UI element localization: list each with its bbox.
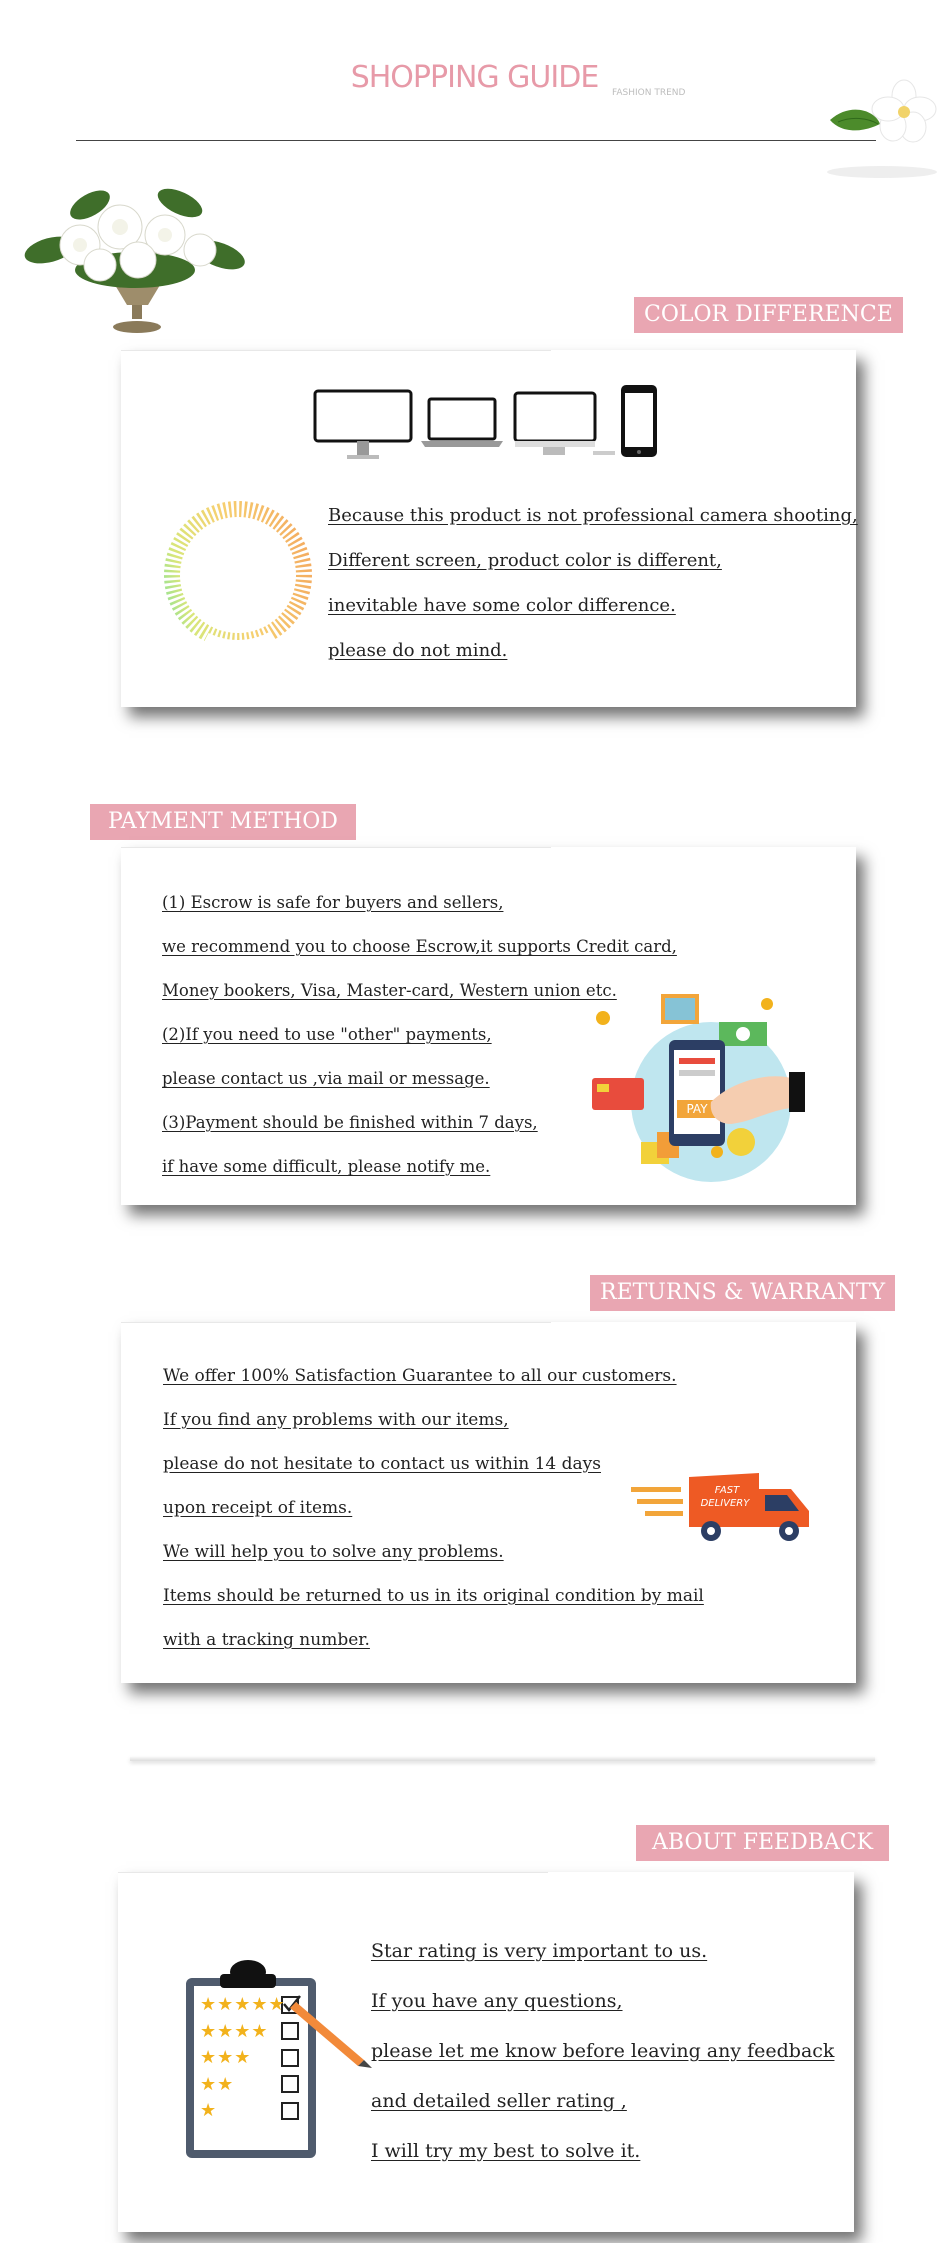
about-feedback-card [118,1872,854,2232]
payment-method-card [121,847,856,1205]
star-row-5: ★★★★★ [200,1994,286,2015]
text-line: please let me know before leaving any feedback [371,2040,835,2062]
text-line: please do not mind. [328,640,508,661]
color-difference-text [328,493,858,673]
returns-warranty-text [163,1354,704,1662]
color-difference-card [121,350,856,707]
section-tag-payment-method: PAYMENT METHOD [90,804,356,840]
text-line: upon receipt of items. [163,1498,353,1518]
section-tag-returns-warranty: RETURNS & WARRANTY [590,1275,895,1311]
text-line: we recommend you to choose Escrow,it supports Credit card, [162,937,677,956]
text-line: please contact us ,via mail or message. [162,1069,490,1088]
mobile-payment-icon [591,992,831,1192]
text-line: Money bookers, Visa, Master-card, Western union etc. [162,981,617,1000]
flower-decoration-icon [820,72,949,182]
text-line: (2)If you need to use "other" payments, [162,1025,492,1044]
text-line: inevitable have some color difference. [328,595,676,616]
text-line: If you find any problems with our items, [163,1410,509,1430]
color-gauge-icon [158,495,318,655]
text-line: If you have any questions, [371,1990,623,2012]
text-line: Because this product is not professional camera shooting, [328,505,858,526]
text-line: please do not hesitate to contact us within 14 days [163,1454,601,1474]
section-tag-color-difference: COLOR DIFFERENCE [634,297,903,333]
pay-button-label: PAY [686,1102,708,1116]
page-subtitle: FASHION TREND [612,88,686,98]
star-row-1: ★ [200,2100,218,2121]
text-line: (1) Escrow is safe for buyers and sellers, [162,893,504,912]
star-row-2: ★★ [200,2073,235,2095]
returns-warranty-card [121,1322,856,1683]
about-feedback-text [371,1926,834,2176]
bouquet-decoration-icon [20,165,250,340]
text-line: We will help you to solve any problems. [163,1542,504,1562]
devices-icon [311,385,671,475]
star-row-4: ★★★★ [200,2020,269,2042]
star-row-3: ★★★ [200,2047,252,2068]
text-line: Items should be returned to us in its original condition by mail [163,1586,704,1606]
header-divider [76,140,876,141]
text-line: We offer 100% Satisfaction Guarantee to all our customers. [163,1366,677,1386]
text-line: (3)Payment should be finished within 7 days, [162,1113,538,1132]
text-line: with a tracking number. [163,1630,370,1650]
fast-delivery-truck-icon [631,1467,821,1547]
text-line: Star rating is very important to us. [371,1940,708,1962]
truck-label-fast: FAST [714,1485,740,1496]
section-divider [130,1757,875,1761]
page-title: SHOPPING GUIDE [350,60,599,95]
text-line: if have some difficult, please notify me. [162,1157,491,1176]
text-line: and detailed seller rating , [371,2090,627,2112]
truck-label-delivery: DELIVERY [700,1498,750,1509]
section-tag-about-feedback: ABOUT FEEDBACK [636,1825,889,1861]
text-line: I will try my best to solve it. [371,2140,641,2162]
text-line: Different screen, product color is different, [328,550,722,571]
